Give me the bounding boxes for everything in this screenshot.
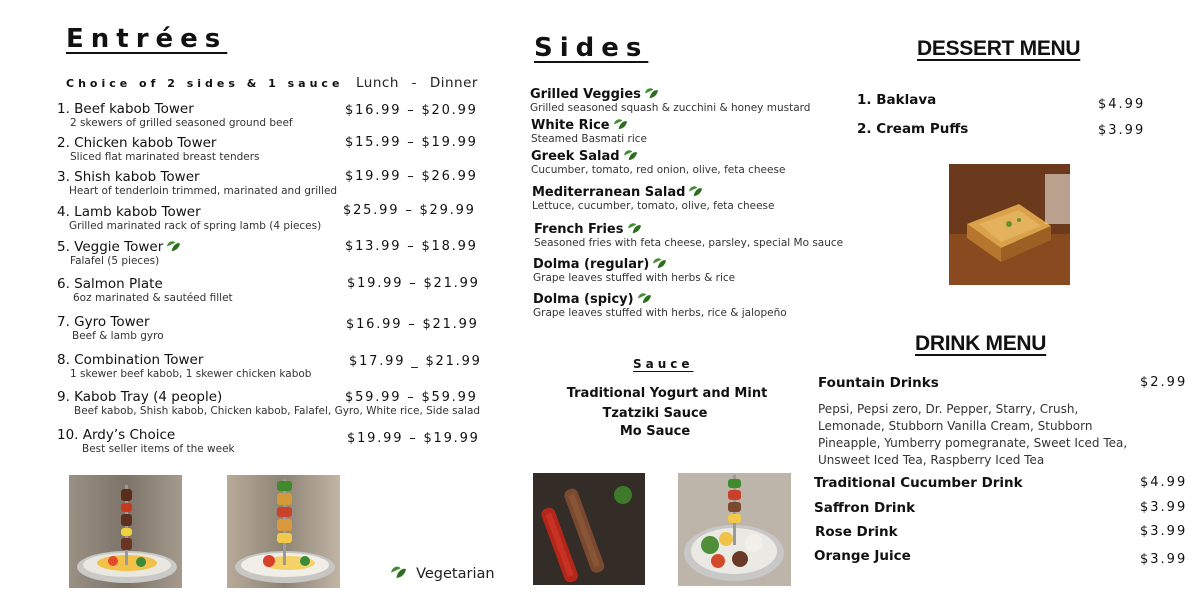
entree-item-name: 4. Lamb kabob Tower (57, 204, 201, 220)
side-item-desc: Seasoned fries with feta cheese, parsley, special Mo sauce (534, 237, 844, 249)
sauce-title: Sauce (633, 357, 694, 371)
sides-title: Sides (534, 33, 649, 63)
entree-item-name: 5. Veggie Tower (57, 239, 181, 255)
entree-item-desc: Sliced flat marinated breast tenders (70, 151, 260, 163)
entree-item-desc: Beef & lamb gyro (72, 330, 164, 342)
entree-item-desc: Heart of tenderloin trimmed, marinated and grilled (69, 185, 338, 197)
entree-item-name: 10. Ardy’s Choice (57, 427, 176, 443)
entree-item-name: 8. Combination Tower (57, 352, 204, 368)
side-item-desc: Cucumber, tomato, red onion, olive, feta cheese (531, 164, 786, 176)
side-item-name: Grilled Veggies (530, 86, 659, 102)
leaf-icon (644, 86, 659, 99)
vegetarian-legend (387, 563, 495, 582)
entree-item-price: $19.99 – $21.99 (347, 276, 480, 291)
baklava-photo (949, 164, 1070, 285)
drink-item-price: $4.99 (1140, 475, 1188, 490)
leaf-icon (688, 184, 703, 197)
side-item-desc: Grilled seasoned squash & zucchini & honey mustard (530, 102, 811, 114)
entree-item-desc: Grilled marinated rack of spring lamb (4 pieces) (69, 220, 322, 232)
entree-item-price: $59.99 – $59.99 (345, 390, 478, 405)
entree-item-desc: Falafel (5 pieces) (70, 255, 160, 267)
side-item-name: Dolma (regular) (533, 256, 667, 272)
kabob-skewers-photo (533, 473, 645, 585)
header-separator: - (411, 75, 418, 91)
chicken-kabob-tower-photo (227, 475, 340, 588)
fountain-drinks-name: Fountain Drinks (818, 375, 939, 391)
side-item-name: Dolma (spicy) (533, 291, 652, 307)
leaf-icon (390, 564, 407, 579)
entree-item-desc: Beef kabob, Shish kabob, Chicken kabob, Falafel, Gyro, White rice, Side salad (74, 405, 481, 417)
entree-item-price: $13.99 – $18.99 (345, 239, 478, 254)
fountain-drinks-list: Pepsi, Pepsi zero, Dr. Pepper, Starry, Crush, Lemonade, Stubborn Vanilla Cream, Stubborn Pineapple, Yumberry pomegranate, Sweet Iced Tea, Unsweet Iced Tea, Raspberry Iced Tea (818, 402, 1128, 467)
sauce-item: Tzatziki Sauce (602, 406, 708, 421)
side-item-desc: Steamed Basmati rice (531, 133, 647, 145)
entree-item-desc: 6oz marinated & sautéed fillet (73, 292, 233, 304)
entree-item-name: 9. Kabob Tray (4 people) (57, 389, 223, 405)
side-item-desc: Grape leaves stuffed with herbs, rice & jalopeño (533, 307, 787, 319)
drink-item-name: Rose Drink (815, 524, 898, 540)
entree-item-name: 1. Beef kabob Tower (57, 101, 194, 117)
drink-item-price: $3.99 (1140, 524, 1188, 539)
entree-item-name: 7. Gyro Tower (57, 314, 150, 330)
drink-item-name: Orange Juice (814, 548, 911, 564)
entree-item-price: $17.99 _ $21.99 (349, 354, 482, 369)
side-item-name: Mediterranean Salad (532, 184, 703, 200)
leaf-icon (652, 256, 667, 269)
entree-item-desc: Best seller items of the week (82, 443, 235, 455)
dessert-item-name: 1. Baklava (857, 92, 937, 108)
leaf-icon (627, 221, 642, 234)
sauce-item: Mo Sauce (619, 424, 691, 439)
side-item-desc: Grape leaves stuffed with herbs & rice (533, 272, 736, 284)
lunch-label: Lunch (356, 75, 399, 91)
entree-item-desc: 1 skewer beef kabob, 1 skewer chicken kabob (70, 368, 312, 380)
drink-item-price: $3.99 (1140, 552, 1188, 567)
dinner-label: Dinner (429, 75, 478, 91)
leaf-icon (613, 117, 628, 130)
dessert-item-price: $4.99 (1098, 97, 1146, 112)
entree-item-desc: 2 skewers of grilled seasoned ground beef (70, 117, 293, 129)
drink-item-name: Traditional Cucumber Drink (814, 475, 1023, 491)
entree-item-name: 3. Shish kabob Tower (57, 169, 200, 185)
leaf-icon (166, 239, 181, 252)
entree-item-price: $15.99 – $19.99 (345, 135, 478, 150)
leaf-icon (623, 148, 638, 161)
entree-item-price: $16.99 – $21.99 (346, 317, 479, 332)
side-item-name: Greek Salad (531, 148, 638, 164)
entree-item-price: $25.99 – $29.99 (343, 203, 476, 218)
entrees-subtitle: Choice of 2 sides & 1 sauce (66, 77, 344, 90)
price-header (356, 75, 478, 91)
drink-title: DRINK MENU (915, 332, 1047, 355)
sauce-item: Traditional Yogurt and Mint (566, 386, 768, 401)
entree-item-name: 2. Chicken kabob Tower (57, 135, 217, 151)
side-item-desc: Lettuce, cucumber, tomato, olive, feta cheese (532, 200, 775, 212)
dessert-title: DESSERT MENU (917, 37, 1081, 60)
entree-item-price: $16.99 – $20.99 (345, 103, 478, 118)
entrees-title: Entrées (66, 24, 228, 54)
drink-item-price: $3.99 (1140, 500, 1188, 515)
entree-item-price: $19.99 – $26.99 (345, 169, 478, 184)
leaf-icon (637, 291, 652, 304)
side-item-name: French Fries (534, 221, 642, 237)
drink-item-name: Saffron Drink (814, 500, 916, 516)
mixed-kabob-plate-photo (678, 473, 791, 586)
dessert-item-name: 2. Cream Puffs (857, 121, 969, 137)
side-item-name: White Rice (531, 117, 628, 133)
dessert-item-price: $3.99 (1098, 123, 1146, 138)
vegetarian-label: Vegetarian (416, 566, 495, 582)
entree-item-price: $19.99 – $19.99 (347, 431, 480, 446)
fountain-drinks-price: $2.99 (1140, 375, 1188, 390)
entree-item-name: 6. Salmon Plate (57, 276, 163, 292)
beef-kabob-tower-photo (69, 475, 182, 588)
